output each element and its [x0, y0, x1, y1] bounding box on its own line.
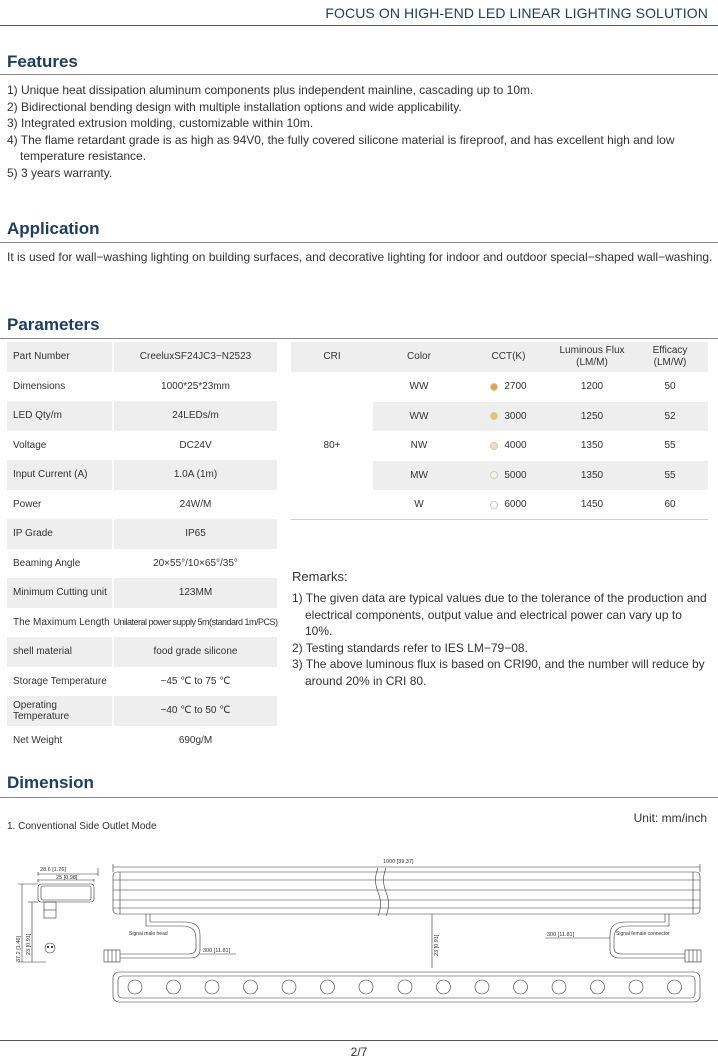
efficacy-cell: 60 [664, 499, 676, 511]
param-value: 690g/M [112, 726, 277, 756]
param-value: IP65 [112, 519, 277, 549]
param-value: −45 ℃ to 75 ℃ [112, 667, 277, 697]
header-flux-line2: (LM/M) [576, 357, 608, 368]
param-label: The Maximum Length [13, 616, 110, 628]
header-flux-line1: Luminous Flux [559, 345, 625, 356]
header-flux [552, 345, 632, 369]
lens-circle [398, 980, 412, 994]
dim-cable-left: 300 [11.81] [203, 948, 231, 954]
table-row [291, 402, 708, 432]
lens-circle [629, 980, 643, 994]
remark-item: 1) The given data are typical values due to the tolerance of the production and electrical components, output value and electrical power can vary up to 10%. [292, 591, 707, 638]
lens-circle [128, 980, 142, 994]
dim-height-inner: 23 [0.91] [26, 933, 32, 955]
header-color: Color [407, 351, 431, 362]
color-dot-icon [490, 383, 498, 391]
dimension-divider [0, 797, 718, 798]
table-row [291, 490, 708, 520]
dimension-title: Dimension [7, 773, 94, 792]
param-label: Minimum Cutting unit [13, 587, 107, 599]
lens-circle [514, 980, 528, 994]
color-dot-icon [490, 471, 498, 479]
remarks-title: Remarks: [292, 569, 348, 584]
application-title: Application [7, 219, 100, 238]
table-row [291, 372, 708, 402]
efficacy-cell: 50 [664, 381, 676, 393]
cct-cell [465, 440, 552, 451]
table-row [7, 342, 277, 372]
header-efficacy [632, 345, 708, 369]
lens-circle [205, 980, 219, 994]
cri-cell [291, 402, 373, 432]
dim-length: 1000 [39.37] [383, 859, 414, 865]
lens-circle [359, 980, 373, 994]
table-row [291, 461, 708, 491]
cct-cell [465, 499, 552, 510]
table-row [7, 696, 277, 726]
param-label: Dimensions [13, 380, 66, 392]
param-value: 24W/M [112, 490, 277, 520]
feature-item: 1) Unique heat dissipation aluminum components plus independent mainline, cascading up to 10m. [7, 83, 534, 97]
cct-cell [465, 470, 552, 481]
label-female-connector: Signal female connector [616, 931, 670, 937]
table-row [7, 549, 277, 579]
param-value: 24LEDs/m [112, 401, 277, 431]
features-title: Features [7, 52, 78, 71]
parameters-table [7, 342, 277, 755]
header-cct: CCT(K) [491, 351, 526, 362]
color-cell: WW [409, 410, 429, 422]
cct-value: 3000 [504, 410, 527, 422]
lens-row [128, 980, 682, 994]
lens-circle [668, 980, 682, 994]
flux-cell: 1350 [580, 469, 604, 481]
bar-top-view [104, 864, 701, 1002]
header-eff-line1: Efficacy [652, 345, 688, 356]
row-cells [373, 461, 708, 491]
table-row [7, 490, 277, 520]
param-label: LED Qty/m [13, 410, 62, 422]
cri-cell [291, 490, 373, 520]
table-row [7, 578, 277, 608]
table-row [7, 637, 277, 667]
lens-circle [552, 980, 566, 994]
param-label: Power [13, 498, 42, 510]
features-list [7, 82, 707, 181]
features-divider [0, 74, 718, 75]
header-title: FOCUS ON HIGH-END LED LINEAR LIGHTING SOLUTION [325, 5, 708, 21]
lens-circle [437, 980, 451, 994]
remark-item: 2) Testing standards refer to IES LM−79−08. [292, 640, 528, 655]
application-divider [0, 242, 718, 243]
cct-cell [465, 411, 552, 422]
param-label: Operating Temperature [13, 699, 70, 722]
color-cell: MW [410, 469, 428, 481]
dimension-mode: 1. Conventional Side Outlet Mode [7, 821, 157, 832]
cct-cell [465, 381, 552, 392]
dim-width-outer: 28.6 [1.26] [40, 867, 66, 873]
param-value: 123MM [112, 578, 277, 608]
table-row [7, 372, 277, 402]
dim-width-inner: 25 [0.98] [56, 875, 78, 881]
table-row [7, 726, 277, 756]
lens-circle [282, 980, 296, 994]
flux-cell: 1350 [580, 440, 604, 452]
param-value: 1000*25*23mm [112, 372, 277, 402]
page-number: 2/7 [350, 1045, 368, 1059]
table-row [7, 431, 277, 461]
spec-table-bottom-line [291, 519, 708, 520]
param-value: −40 ℃ to 50 ℃ [112, 696, 277, 726]
feature-item: 4) The flame retardant grade is as high as 94V0, the fully covered silicone material is fireproof, and has excellent high and low temperature resistance. [7, 132, 675, 163]
cct-value: 4000 [504, 440, 527, 452]
table-row [7, 608, 277, 638]
table-row [7, 401, 277, 431]
color-cell: W [414, 499, 424, 511]
feature-item: 5) 3 years warranty. [7, 165, 113, 180]
table-row [7, 460, 277, 490]
flux-cell: 1450 [580, 499, 604, 511]
flux-cell: 1200 [580, 381, 604, 393]
parameters-divider [0, 338, 718, 339]
label-male-head: Signal male head [129, 931, 168, 937]
dimension-drawing [0, 850, 718, 1010]
table-row [7, 519, 277, 549]
param-label: Part Number [13, 351, 70, 363]
lens-circle [244, 980, 258, 994]
flux-cell: 1250 [580, 410, 604, 422]
header-eff-line2: (LM/W) [653, 357, 687, 368]
footer-divider [0, 1040, 718, 1041]
param-value: CreeluxSF24JC3−N2523 [112, 342, 277, 372]
param-value: 1.0A (1m) [112, 460, 277, 490]
remark-item: 3) The above luminous flux is based on CRI90, and the number will reduce by around 20% in CRI 80. [292, 657, 705, 688]
dim-height-outer: 37.2 [1.46] [16, 936, 22, 962]
remarks-list [292, 590, 708, 689]
color-cell: WW [409, 381, 429, 393]
lens-circle [591, 980, 605, 994]
efficacy-cell: 55 [664, 440, 676, 452]
cri-cell [291, 372, 373, 402]
param-value: Unilateral power supply 5m(standard 1m/PCS) [112, 608, 277, 638]
param-label: Input Current (A) [13, 469, 88, 481]
param-label: Net Weight [13, 734, 63, 746]
lens-circle [167, 980, 181, 994]
row-cells [373, 402, 708, 432]
param-label: Voltage [13, 439, 47, 451]
page-header [0, 0, 718, 26]
feature-item: 3) Integrated extrusion molding, customizable within 10m. [7, 116, 314, 130]
color-dot-icon [490, 442, 498, 450]
feature-item: 2) Bidirectional bending design with multiple installation options and wide applicability. [7, 99, 462, 114]
cri-value: 80+ [323, 440, 341, 451]
param-label: Storage Temperature [13, 675, 107, 687]
param-label: Beaming Angle [13, 557, 81, 569]
color-cell: NW [410, 440, 428, 452]
dim-cable-right: 300 [11.81] [547, 932, 575, 938]
param-value: food grade silicone [112, 637, 277, 667]
color-dot-icon [490, 501, 498, 509]
cct-value: 5000 [504, 469, 527, 481]
application-text: It is used for wall−washing lighting on building surfaces, and decorative lighting for indoor and outdoor special−shaped wall−washing. [7, 250, 713, 264]
spec-table [291, 342, 708, 520]
cri-cell [291, 461, 373, 491]
cct-value: 2700 [504, 381, 527, 393]
row-cells [373, 431, 708, 461]
lens-circle [475, 980, 489, 994]
param-label: IP Grade [13, 528, 53, 540]
table-row [7, 667, 277, 697]
lens-circle [321, 980, 335, 994]
efficacy-cell: 55 [664, 469, 676, 481]
parameters-title: Parameters [7, 315, 100, 334]
spec-table-header [291, 342, 708, 372]
cct-value: 6000 [504, 499, 527, 511]
unit-label: Unit: mm/inch [633, 811, 707, 825]
param-value: DC24V [112, 431, 277, 461]
color-dot-icon [490, 412, 498, 420]
efficacy-cell: 52 [664, 410, 676, 422]
param-value: 20×55°/10×65°/35° [112, 549, 277, 579]
row-cells [373, 490, 708, 520]
dim-height-mid: 23 [0.91] [434, 934, 440, 956]
header-cri: CRI [323, 351, 341, 362]
param-label: shell material [13, 646, 72, 658]
row-cells [373, 372, 708, 402]
